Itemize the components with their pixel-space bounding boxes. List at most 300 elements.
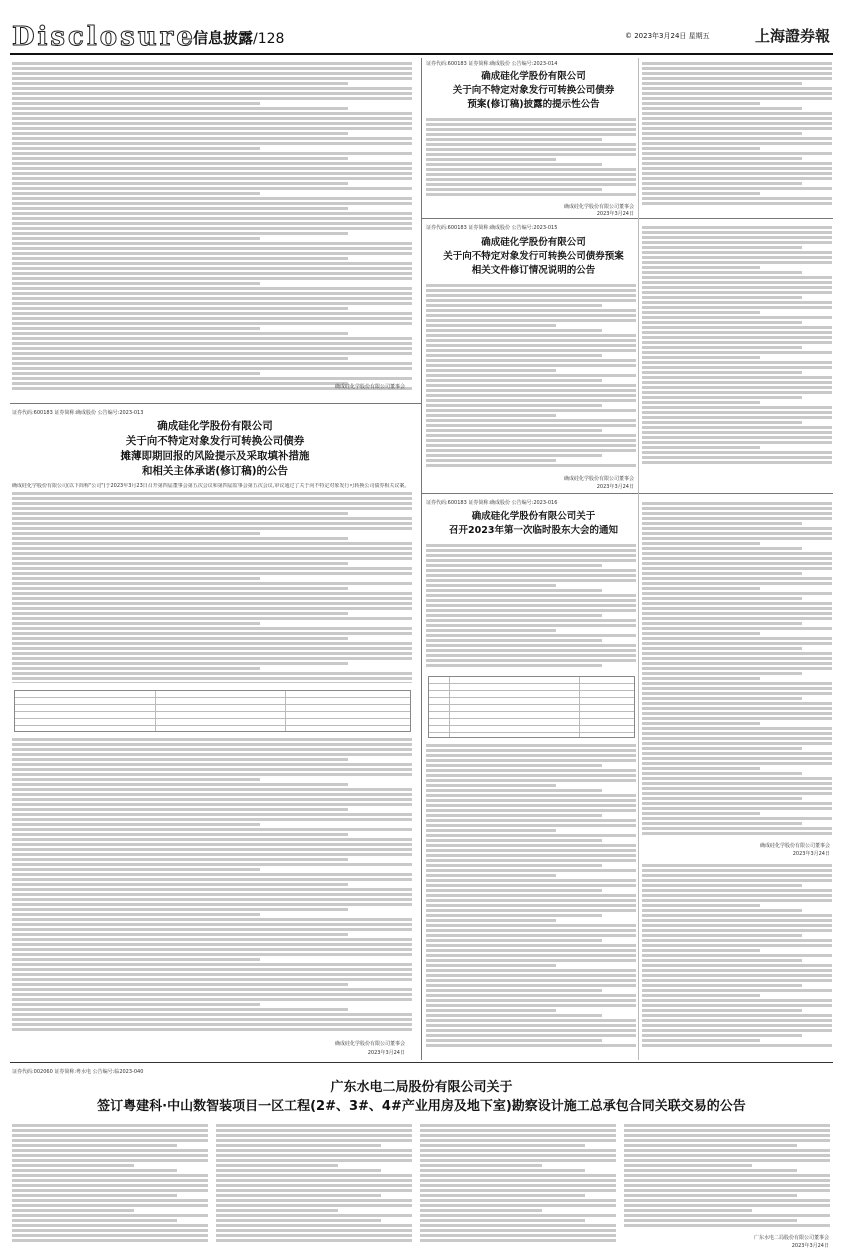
- text-line: [642, 441, 832, 444]
- text-line: [642, 142, 832, 145]
- text-line: [12, 833, 348, 836]
- text-line: [12, 657, 412, 660]
- text-line: [216, 1224, 412, 1227]
- text-line: [426, 344, 636, 347]
- text-line: [426, 864, 602, 867]
- text-line: [12, 878, 412, 881]
- text-line: [12, 738, 412, 741]
- text-line: [216, 1229, 412, 1232]
- text-line: [642, 122, 832, 125]
- text-line: [12, 853, 412, 856]
- text-line: [642, 984, 802, 987]
- text-line: [12, 507, 412, 510]
- text-line: [12, 492, 412, 495]
- text-line: [642, 919, 832, 922]
- text-line: [426, 394, 636, 397]
- text-line: [426, 759, 636, 762]
- text-line: [642, 899, 832, 902]
- text-line: [420, 1214, 616, 1217]
- text-line: [426, 148, 636, 151]
- article-3-date: 2023年3月24日: [596, 484, 634, 490]
- text-line: [642, 132, 802, 135]
- text-line: [642, 241, 832, 244]
- text-line: [642, 802, 832, 805]
- text-line: [426, 449, 636, 452]
- text-line: [642, 157, 802, 160]
- text-line: [426, 1014, 602, 1017]
- text-line: [12, 547, 412, 550]
- text-line: [642, 77, 832, 80]
- text-line: [12, 587, 348, 590]
- text-line: [216, 1169, 381, 1172]
- text-line: [642, 92, 832, 95]
- text-line: [624, 1159, 830, 1162]
- text-line: [12, 993, 412, 996]
- text-line: [12, 973, 412, 976]
- text-line: [426, 414, 556, 417]
- text-line: [426, 639, 602, 642]
- text-line: [12, 1149, 208, 1152]
- text-line: [12, 572, 412, 575]
- text-line: [426, 434, 636, 437]
- text-line: [624, 1164, 752, 1167]
- text-line: [624, 1154, 830, 1157]
- text-line: [426, 178, 636, 181]
- text-line: [12, 252, 412, 255]
- text-line: [12, 552, 412, 555]
- text-line: [12, 627, 412, 630]
- text-line: [426, 359, 636, 362]
- text-line: [624, 1169, 797, 1172]
- text-line: [426, 349, 636, 352]
- text-line: [642, 127, 832, 130]
- text-line: [642, 677, 760, 680]
- text-line: [12, 327, 260, 330]
- text-line: [642, 974, 832, 977]
- text-line: [642, 321, 802, 324]
- text-line: [216, 1219, 381, 1222]
- text-line: [12, 677, 412, 680]
- article-5-body-col1: [12, 1122, 208, 1248]
- text-line: [12, 542, 412, 545]
- text-line: [642, 266, 760, 269]
- text-line: [12, 87, 412, 90]
- text-line: [642, 421, 802, 424]
- text-line: [420, 1129, 616, 1132]
- text-line: [12, 918, 412, 921]
- text-line: [12, 157, 348, 160]
- text-line: [426, 974, 636, 977]
- text-line: [12, 642, 412, 645]
- text-line: [12, 988, 412, 991]
- text-line: [426, 429, 602, 432]
- text-line: [426, 354, 602, 357]
- text-line: [426, 173, 636, 176]
- text-line: [12, 978, 412, 981]
- text-line: [12, 182, 348, 185]
- text-line: [642, 602, 832, 605]
- text-line: [426, 404, 602, 407]
- text-line: [426, 664, 602, 667]
- text-line: [12, 142, 412, 145]
- text-line: [426, 844, 636, 847]
- text-line: [642, 236, 832, 239]
- text-line: [12, 322, 412, 325]
- text-line: [642, 757, 832, 760]
- text-line: [624, 1139, 830, 1142]
- text-line: [12, 497, 412, 500]
- text-line: [642, 507, 832, 510]
- text-line: [216, 1184, 412, 1187]
- text-line: [426, 1044, 636, 1047]
- text-line: [426, 894, 636, 897]
- article-3-signature: 确成硅化学股份有限公司董事会: [563, 476, 634, 482]
- text-line: [12, 317, 412, 320]
- text-line: [12, 77, 412, 80]
- text-line: [420, 1209, 542, 1212]
- text-line: [642, 959, 802, 962]
- text-line: [12, 242, 412, 245]
- text-line: [426, 158, 556, 161]
- text-line: [12, 62, 412, 65]
- text-line: [12, 818, 412, 821]
- text-line: [12, 858, 348, 861]
- text-line: [12, 222, 412, 225]
- text-line: [642, 361, 832, 364]
- text-line: [12, 788, 412, 791]
- text-line: [216, 1199, 412, 1202]
- text-line: [642, 82, 802, 85]
- text-line: [642, 532, 832, 535]
- text-line: [426, 774, 636, 777]
- text-line: [426, 439, 636, 442]
- text-line: [12, 1184, 208, 1187]
- text-line: [426, 319, 636, 322]
- text-line: [426, 123, 636, 126]
- text-line: [216, 1164, 338, 1167]
- text-line: [642, 396, 802, 399]
- text-line: [642, 251, 832, 254]
- text-line: [624, 1204, 830, 1207]
- article-5-body-col2: [216, 1122, 412, 1248]
- text-line: [642, 1029, 832, 1032]
- text-line: [426, 744, 636, 747]
- text-line: [642, 642, 832, 645]
- text-line: [426, 143, 636, 146]
- text-line: [12, 377, 412, 380]
- text-line: [642, 904, 760, 907]
- text-line: [12, 1179, 208, 1182]
- text-line: [642, 256, 832, 259]
- text-line: [12, 622, 260, 625]
- text-line: [642, 456, 832, 459]
- text-line: [12, 1028, 412, 1031]
- signature-prev: 确成硅化学股份有限公司董事会: [334, 384, 405, 390]
- text-line: [642, 331, 832, 334]
- article-3-title-line: 确成硅化学股份有限公司: [481, 237, 586, 248]
- article-4-body-continued: [426, 742, 636, 1052]
- text-line: [426, 364, 636, 367]
- text-line: [12, 913, 260, 916]
- text-line: [624, 1224, 830, 1227]
- text-line: [216, 1144, 381, 1147]
- text-line: [426, 644, 636, 647]
- article-1-title: [20, 419, 410, 479]
- text-line: [642, 682, 832, 685]
- text-line: [642, 999, 832, 1002]
- text-line: [12, 803, 412, 806]
- text-line: [642, 261, 832, 264]
- text-line: [642, 722, 760, 725]
- text-line: [12, 532, 260, 535]
- text-line: [426, 629, 556, 632]
- text-line: [216, 1189, 412, 1192]
- text-line: [642, 426, 832, 429]
- text-line: [12, 943, 412, 946]
- text-line: [642, 869, 832, 872]
- text-line: [642, 607, 832, 610]
- article-1-table: [14, 690, 411, 732]
- text-line: [426, 1004, 636, 1007]
- text-line: [642, 326, 832, 329]
- text-line: [12, 773, 412, 776]
- text-line: [642, 817, 832, 820]
- text-line: [642, 732, 832, 735]
- text-line: [420, 1169, 585, 1172]
- text-line: [642, 944, 832, 947]
- text-line: [12, 778, 260, 781]
- article-5-body-col3: [420, 1122, 616, 1248]
- text-line: [12, 597, 412, 600]
- text-line: [642, 787, 832, 790]
- text-line: [426, 999, 636, 1002]
- text-line: [426, 609, 636, 612]
- text-line: [642, 889, 832, 892]
- text-line: [12, 1139, 208, 1142]
- text-line: [426, 399, 636, 402]
- text-line: [12, 763, 412, 766]
- text-line: [12, 1239, 208, 1242]
- text-line: [426, 624, 636, 627]
- text-line: [426, 819, 636, 822]
- text-line: [12, 1154, 208, 1157]
- text-line: [642, 107, 802, 110]
- text-line: [12, 983, 348, 986]
- text-line: [420, 1154, 616, 1157]
- text-line: [426, 944, 636, 947]
- text-line: [426, 939, 602, 942]
- text-line: [426, 369, 556, 372]
- text-line: [12, 813, 412, 816]
- text-line: [426, 384, 636, 387]
- text-line: [642, 401, 760, 404]
- text-line: [642, 381, 832, 384]
- text-line: [426, 163, 602, 166]
- text-line: [12, 577, 260, 580]
- text-line: [12, 958, 260, 961]
- text-line: [426, 849, 636, 852]
- text-line: [12, 903, 412, 906]
- text-line: [426, 859, 636, 862]
- text-line: [642, 1024, 832, 1027]
- text-line: [426, 374, 636, 377]
- text-line: [12, 1209, 134, 1212]
- text-line: [12, 82, 348, 85]
- text-line: [642, 376, 832, 379]
- text-line: [12, 167, 412, 170]
- text-line: [426, 389, 636, 392]
- text-line: [12, 928, 412, 931]
- text-line: [12, 873, 412, 876]
- text-line: [426, 294, 636, 297]
- article-4-code: 证券代码:600183 证券简称:确成股份 公告编号:2023-016: [426, 500, 558, 506]
- text-line: [12, 868, 260, 871]
- text-line: [426, 789, 602, 792]
- text-line: [12, 652, 412, 655]
- issue-date: © 2023年3月24日 星期五: [625, 32, 710, 40]
- text-line: [642, 747, 802, 750]
- text-line: [12, 527, 412, 530]
- text-line: [642, 672, 802, 675]
- text-line: [642, 527, 832, 530]
- text-line: [216, 1134, 412, 1137]
- text-line: [426, 128, 636, 131]
- text-line: [642, 702, 832, 705]
- text-line: [420, 1164, 542, 1167]
- article-1-code: 证券代码:600183 证券简称:确成股份 公告编号:2023-013: [12, 410, 144, 416]
- text-line: [12, 137, 412, 140]
- text-line: [642, 727, 832, 730]
- text-line: [12, 938, 412, 941]
- text-line: [624, 1209, 752, 1212]
- article-1-title-line: 关于向不特定对象发行可转换公司债券: [125, 435, 305, 447]
- text-line: [642, 929, 832, 932]
- text-line: [642, 167, 832, 170]
- text-line: [642, 301, 832, 304]
- text-line: [642, 762, 832, 765]
- article-2-title-line: 确成硅化学股份有限公司: [481, 71, 586, 82]
- text-line: [642, 864, 832, 867]
- text-line: [642, 637, 832, 640]
- text-line: [426, 594, 636, 597]
- text-line: [426, 754, 636, 757]
- masthead: [10, 22, 833, 52]
- text-line: [642, 316, 832, 319]
- text-line: [642, 341, 832, 344]
- text-line: [12, 1229, 208, 1232]
- text-line: [642, 767, 760, 770]
- text-line: [12, 172, 412, 175]
- article-3-title-line: 关于向不特定对象发行可转换公司债券预案: [443, 251, 624, 262]
- article-4-title-line: 召开2023年第一次临时股东大会的通知: [449, 525, 618, 536]
- text-line: [426, 794, 636, 797]
- text-line: [420, 1234, 616, 1237]
- text-line: [642, 177, 832, 180]
- text-line: [12, 898, 412, 901]
- text-line: [12, 647, 412, 650]
- text-line: [426, 779, 636, 782]
- article-1-title-line: 确成硅化学股份有限公司: [157, 420, 273, 432]
- text-line: [12, 582, 412, 585]
- text-line: [642, 777, 832, 780]
- text-line: [642, 512, 832, 515]
- text-line: [642, 797, 802, 800]
- text-line: [642, 147, 760, 150]
- text-line: [642, 72, 832, 75]
- text-line: [12, 372, 260, 375]
- article-2-title-line: 关于向不特定对象发行可转换公司债券: [452, 85, 615, 96]
- text-line: [12, 107, 348, 110]
- text-line: [426, 339, 636, 342]
- text-line: [642, 391, 832, 394]
- article-5-title: [12, 1078, 831, 1116]
- text-line: [12, 237, 260, 240]
- section-name: 信息披露: [193, 29, 254, 47]
- text-line: [216, 1234, 412, 1237]
- article-4-date: 2023年3月24日: [792, 851, 830, 857]
- text-line: [12, 1194, 177, 1197]
- text-line: [642, 271, 802, 274]
- text-line: [12, 562, 348, 565]
- article-1-signature: 确成硅化学股份有限公司董事会: [334, 1041, 405, 1047]
- text-line: [426, 884, 636, 887]
- text-line: [426, 869, 636, 872]
- text-line: [12, 232, 348, 235]
- text-line: [642, 949, 760, 952]
- text-line: [426, 599, 636, 602]
- text-line: [12, 783, 348, 786]
- text-line: [426, 919, 556, 922]
- text-line: [12, 342, 412, 345]
- text-line: [426, 549, 636, 552]
- text-line: [12, 1018, 412, 1021]
- text-line: [426, 454, 602, 457]
- text-line: [426, 193, 636, 196]
- text-line: [420, 1139, 616, 1142]
- text-line: [420, 1159, 616, 1162]
- text-line: [216, 1159, 412, 1162]
- text-line: [12, 277, 412, 280]
- text-line: [420, 1124, 616, 1127]
- text-line: [216, 1204, 412, 1207]
- text-line: [426, 784, 556, 787]
- text-line: [642, 102, 760, 105]
- text-line: [420, 1184, 616, 1187]
- text-line: [642, 582, 832, 585]
- text-line: [642, 597, 802, 600]
- right-col-text-4: [642, 862, 832, 1052]
- text-line: [624, 1214, 830, 1217]
- text-line: [420, 1134, 616, 1137]
- article-divider: [422, 218, 833, 219]
- text-line: [12, 617, 412, 620]
- text-line: [642, 627, 832, 630]
- text-line: [12, 1199, 208, 1202]
- text-line: [426, 1024, 636, 1027]
- text-line: [12, 607, 412, 610]
- text-line: [12, 147, 260, 150]
- text-line: [12, 1204, 208, 1207]
- text-line: [642, 792, 832, 795]
- text-line: [12, 1013, 412, 1016]
- text-line: [642, 226, 832, 229]
- article-5-title-line: 签订粤建科·中山数智装项目一区工程(2#、3#、4#产业用房及地下室)勘察设计施工总承包合同关联交易的公告: [97, 1099, 746, 1114]
- text-line: [642, 202, 832, 205]
- text-line: [12, 287, 412, 290]
- text-line: [642, 964, 832, 967]
- text-line: [12, 793, 412, 796]
- text-line: [642, 587, 760, 590]
